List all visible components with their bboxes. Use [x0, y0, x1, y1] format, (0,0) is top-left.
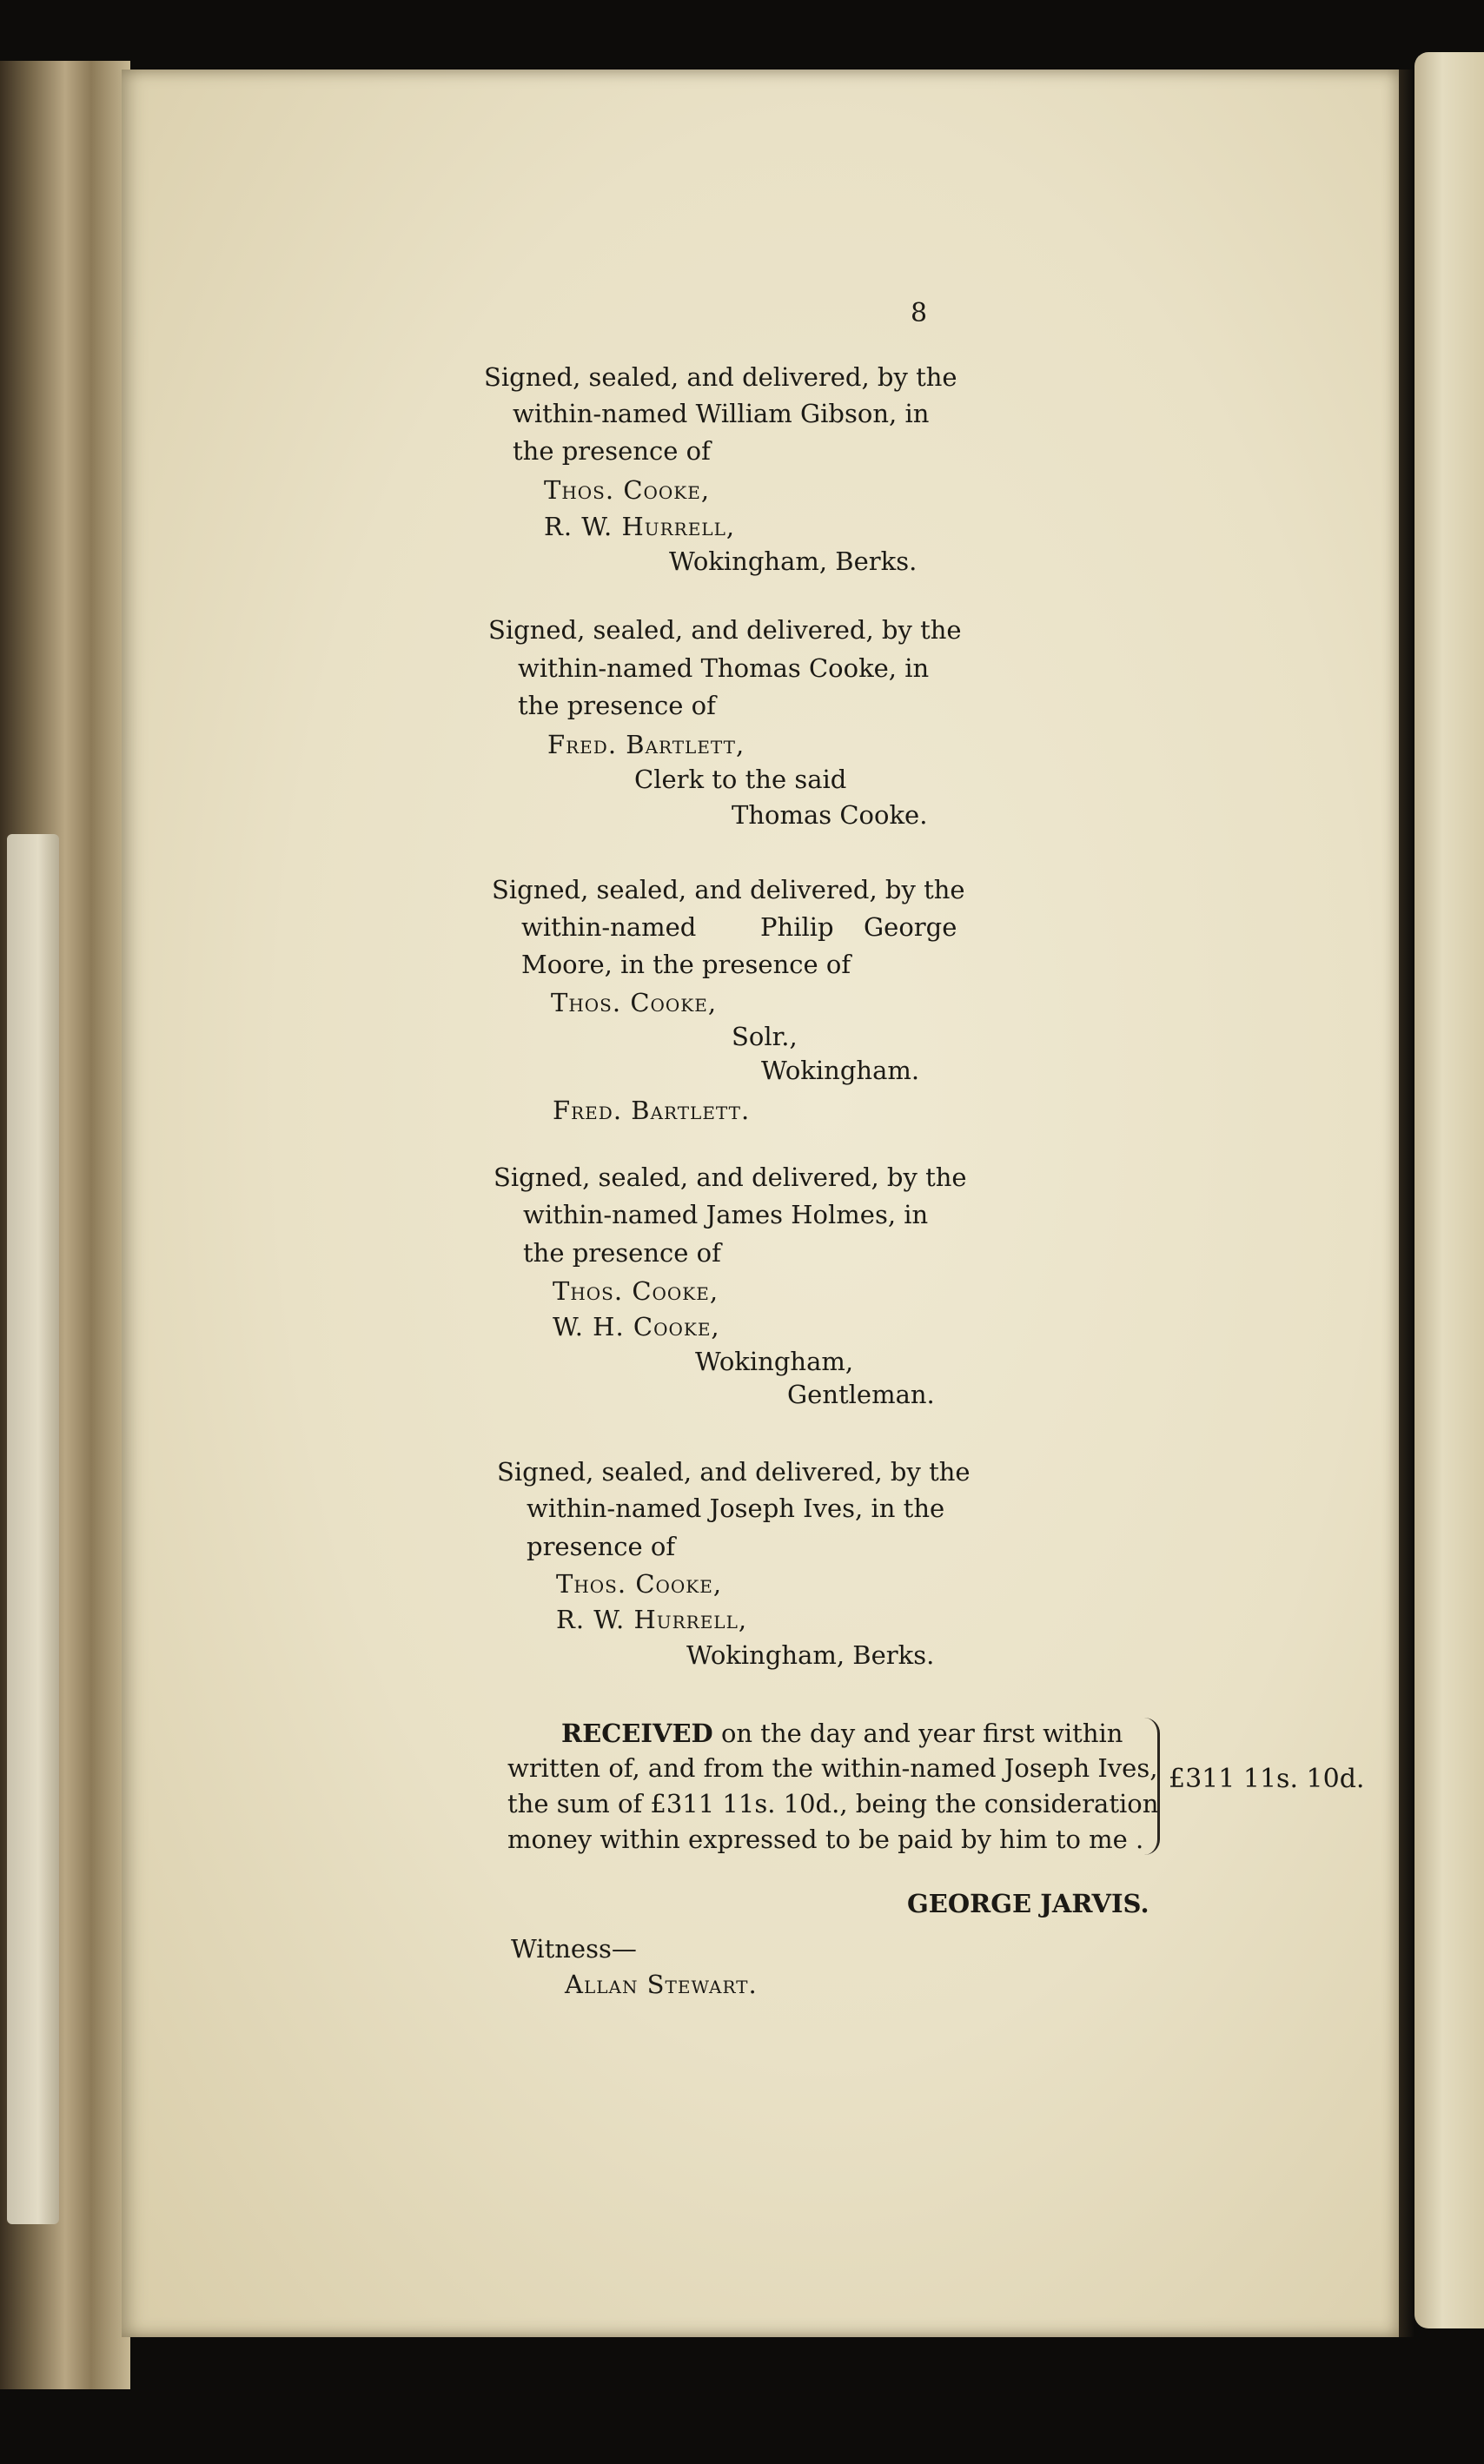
receipt-witness-name: Allan Stewart.: [565, 1970, 758, 1999]
receipt-line: [561, 1715, 1123, 1752]
receipt-lead: RECEIVED: [561, 1719, 713, 1748]
witness-address: Wokingham.: [761, 1056, 920, 1085]
attestation-line: Philip: [760, 912, 834, 942]
witness-name: Fred. Bartlett,: [547, 730, 745, 759]
attestation-line: Signed, sealed, and delivered, by the: [484, 362, 957, 392]
attestation-line: Signed, sealed, and delivered, by the: [492, 875, 965, 904]
attestation-line: Signed, sealed, and delivered, by the: [494, 1162, 967, 1192]
attestation-line: presence of: [527, 1532, 676, 1561]
attestation-line: within-named William Gibson, in: [513, 399, 930, 428]
receipt-line: money within expressed to be paid by him to me .: [507, 1825, 1144, 1854]
attestation-line: George: [864, 912, 957, 942]
witness-title: Solr.,: [732, 1022, 798, 1051]
receipt-line: written of, and from the within-named Joseph Ives,: [507, 1753, 1158, 1783]
facing-page-edge: [1414, 52, 1484, 2328]
attestation-line: the presence of: [518, 691, 716, 720]
witness-name: R. W. Hurrell,: [556, 1605, 748, 1634]
witness-name: Thos. Cooke,: [544, 475, 711, 505]
witness-name: Fred. Bartlett.: [553, 1096, 751, 1125]
witness-title: Thomas Cooke.: [732, 800, 928, 830]
attestation-line: within-named Joseph Ives, in the: [527, 1494, 945, 1523]
attestation-line: within-named Thomas Cooke, in: [518, 653, 930, 683]
attestation-line: Signed, sealed, and delivered, by the: [488, 615, 962, 645]
attestation-line: within-named James Holmes, in: [523, 1200, 929, 1229]
witness-address: Wokingham, Berks.: [686, 1640, 935, 1670]
witness-address: Wokingham, Berks.: [669, 546, 918, 576]
attestation-line: the presence of: [523, 1238, 721, 1268]
signatory-name: GEORGE JARVIS.: [907, 1889, 1149, 1918]
witness-title: Gentleman.: [787, 1380, 935, 1409]
receipt-line-rest: on the day and year first within: [720, 1719, 1123, 1748]
attestation-line: Moore, in the presence of: [521, 950, 851, 979]
witness-address: Wokingham,: [695, 1347, 854, 1376]
witness-name: Thos. Cooke,: [556, 1569, 723, 1599]
witness-label: Witness—: [511, 1934, 637, 1964]
witness-name: Thos. Cooke,: [551, 988, 718, 1017]
witness-title: Clerk to the said: [634, 765, 847, 794]
attestation-line: within-named: [521, 912, 697, 942]
inserted-slip: [7, 834, 59, 2224]
attestation-line: Signed, sealed, and delivered, by the: [497, 1457, 971, 1487]
attestation-line: the presence of: [513, 436, 711, 466]
witness-name: R. W. Hurrell,: [544, 512, 736, 541]
receipt-brace: [1140, 1718, 1160, 1855]
witness-name: W. H. Cooke,: [553, 1312, 720, 1341]
witness-name: Thos. Cooke,: [553, 1276, 719, 1306]
page-number: 8: [911, 298, 928, 328]
receipt-line: the sum of £311 11s. 10d., being the consideration: [507, 1789, 1159, 1818]
receipt-amount: £311 11s. 10d.: [1169, 1764, 1365, 1794]
